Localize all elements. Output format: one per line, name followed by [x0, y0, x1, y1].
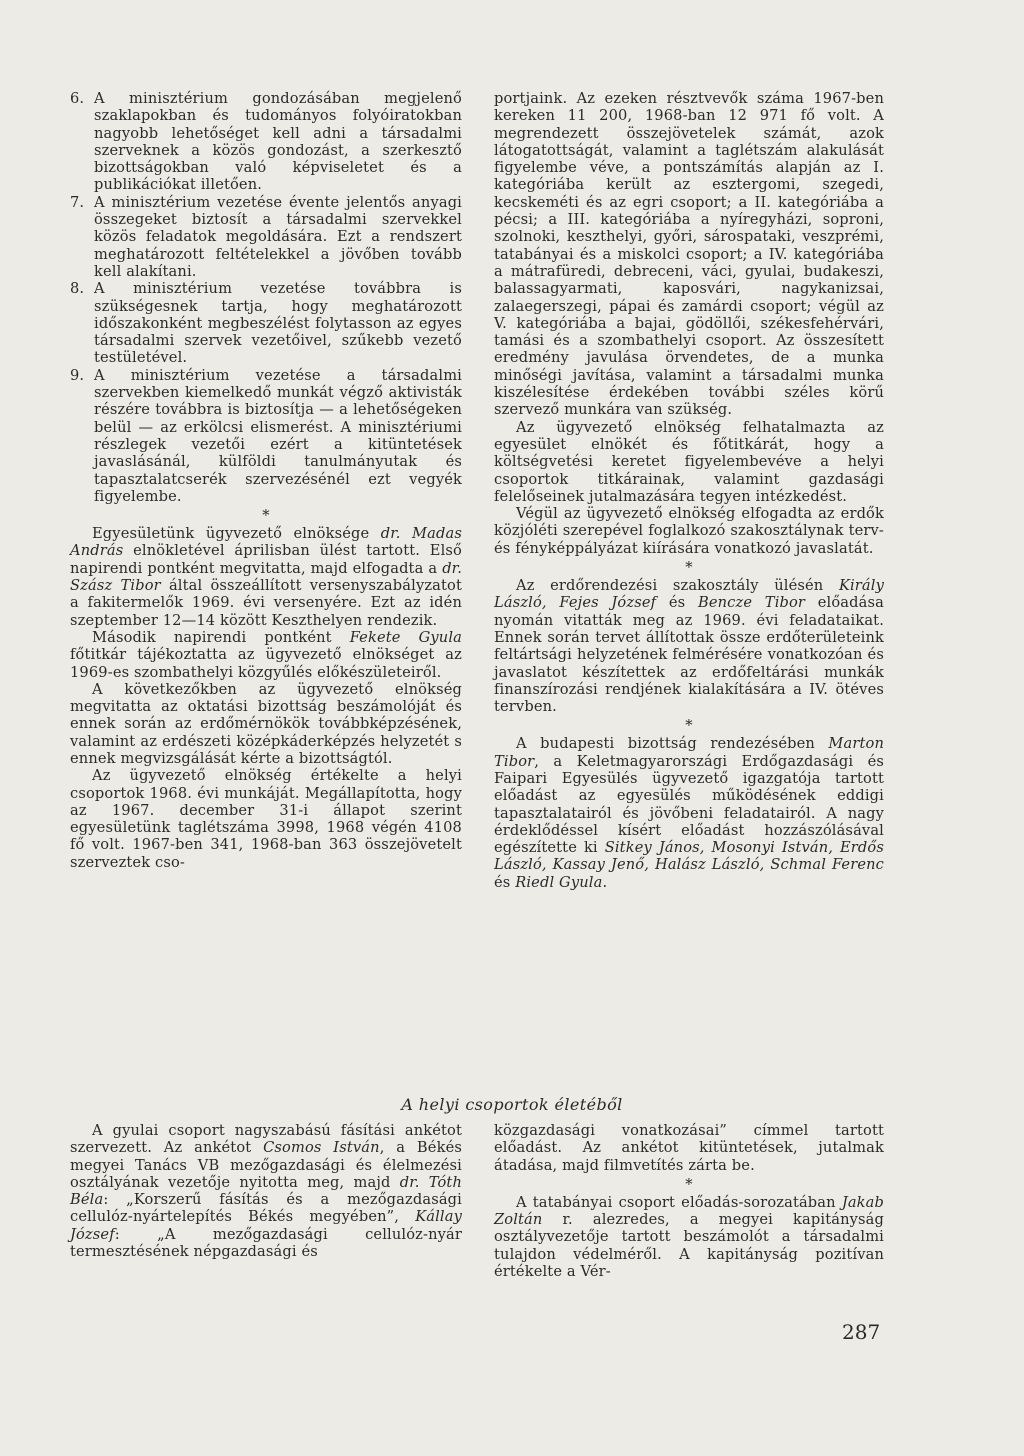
numbered-item-6: [70, 90, 462, 194]
section-heading: A helyi csoportok életéből: [401, 1095, 623, 1114]
top-right-column: [494, 90, 884, 891]
item-number: 9.: [70, 366, 85, 384]
person-name: Kállay József: [70, 1208, 462, 1243]
text-run: A gyulai csoport nagyszabású fásítási ankétot szervezett. Az ankétot: [70, 1122, 462, 1157]
text-run: Második napirendi pontként: [92, 628, 350, 646]
text-run: A budapesti bizottság rendezésében: [516, 735, 829, 753]
section-separator-star: *: [685, 1175, 693, 1193]
page-number: 287: [842, 1320, 881, 1344]
text-run: .: [602, 873, 608, 891]
bottom-right-column: [494, 1122, 884, 1280]
person-name: Jakab Zoltán: [494, 1193, 884, 1229]
person-name: dr. Tóth Béla: [70, 1173, 462, 1209]
person-name: Bencze Tibor: [697, 594, 806, 612]
paragraph: [70, 1122, 462, 1260]
text-run: A tatabányai csoport előadás-sorozatában: [516, 1193, 842, 1211]
text-run: : „Korszerű fásítás és a mezőgazdasági cellulóz-nyártelepítés Békés megyében”,: [70, 1191, 462, 1226]
section-separator-star: *: [685, 717, 693, 735]
text-run: Az erdőrendezési szakosztály ülésén: [516, 577, 839, 595]
item-number: 6.: [70, 90, 85, 107]
numbered-item-8: [70, 280, 462, 366]
section-separator-star: *: [262, 507, 270, 525]
paragraph: közgazdasági vonatkozásai” címmel tartott előadást. Az ankétot kitüntetések, jutalmak átadása, majd filmvetítés zárta be.: [494, 1122, 884, 1174]
paragraph: Az ügyvezető elnökség értékelte a helyi csoportok 1968. évi munkáját. Megállapította, hogy az 1967. december 31-i állapot szerint egyesületünk taglétszáma 3998, 1968 végén 4108 fő volt. 1967-ben 341, 1968-ban 363 összejövetelt szerveztek cso-: [70, 767, 462, 871]
numbered-item-7: [70, 194, 462, 280]
person-name: dr. Madas András: [70, 525, 462, 560]
paragraph: Az ügyvezető elnökség felhatalmazta az egyesület elnökét és főtitkárát, hogy a költségvetési keretet figyelembevéve a helyi csoportok titkárainak, valamint gazdasági felelőseinek jutalmazására tegyen intézkedést.: [494, 418, 884, 505]
paragraph: A következőkben az ügyvezető elnökség megvitatta az oktatási bizottság beszámolóját és ennek során az erdőmérnökök továbbképzésének, valamint az erdészeti középkáderképzés helyzetét s ennek megvizsgálását kérte a bizottságtól.: [70, 680, 462, 767]
text-run: Egyesületünk ügyvezető elnöksége: [92, 525, 381, 543]
section-separator-star: *: [685, 559, 693, 577]
text-run: által összeállított versenyszabályzatot a fakitermelők 1969. évi versenyére. Ezt az idén szeptember 12—14 között Keszthelyen rendezik.: [70, 577, 462, 629]
text-run: r. alezredes, a megyei kapitányság osztályvezetője tartott beszámolót a társadalmi tulajdon védelméről. A kapitányság pozitívan értékelte a Vér-: [494, 1211, 884, 1281]
person-name: Riedl Gyula: [515, 873, 603, 891]
bottom-left-column: [70, 1122, 462, 1260]
text-run: főtitkár tájékoztatta az ügyvezető elnökséget az 1969-es szombathelyi közgyűlés előkészületeiről.: [70, 646, 462, 681]
item-text: A minisztérium vezetése évente jelentős anyagi összegeket biztosít a társadalmi szervekkel közös feladatok megoldására. Ezt a rendszert meghatározott feltételekkel a jövőben tovább kell alakítani.: [94, 193, 462, 280]
item-text: A minisztérium vezetése a társadalmi szervekben kiemelkedő munkát végző aktivisták részére továbbra is biztosítja — a lehetőségeken belül — az erkölcsi elismerést. A minisztériumi részlegek vezetői ezért a kitüntetések javaslásánál, külföldi tanulmányutak és tapasztalatcserék szervezésénél ezt vegyék figyelembe.: [94, 366, 462, 505]
item-text: A minisztérium vezetése továbbra is szükségesnek tartja, hogy meghatározott időszakonként megbeszélést folytasson az egyes társadalmi szervek vezetőivel, szűkebb vezető testületével.: [94, 280, 462, 367]
person-name: Csomos István: [263, 1139, 380, 1157]
text-run: előadása nyomán vitatták meg az 1969. évi feladataikat. Ennek során tervet állítottak össze erdőterületeink feltártsági helyzetének felmérésére vonatkozóan és javaslatot készítettek az erdőfeltárási munkák finanszírozási rendjének kialakítására a IV. ötéves tervben.: [494, 594, 884, 716]
text-run: , a Keletmagyarországi Erdőgazdasági és Faipari Egyesülés ügyvezető igazgatója tartott előadást az egyesülés működésének eddigi tapasztalatairól és jövőbeni feladatairól. A nagy érdeklődéssel kísért előadást hozzászólásával egészítette ki: [494, 752, 884, 857]
person-name: Sitkey János, Mosonyi István, Erdős László, Kassay Jenő, Halász László, Schmal Ferenc: [494, 839, 884, 874]
paragraph: [494, 1194, 884, 1280]
person-name: dr. Szász Tibor: [70, 559, 462, 595]
numbered-item-9: [70, 367, 462, 505]
text-run: és: [656, 594, 698, 612]
person-name: Marton Tibor: [494, 735, 884, 770]
paragraph: portjaink. Az ezeken résztvevők száma 1967-ben kereken 11 200, 1968-ban 12 971 fő volt. A megrendezett összejövetelek számát, azok látogatottságát, valamint a taglétszám alakulását figyelembe véve, a pontszámítás alapján az I. kategóriába került az esztergomi, szegedi, kecskeméti és az egri csoport; a II. kategóriába a pécsi; a III. kategóriába a nyíregyházi, soproni, szolnoki, keszthelyi, győri, sárospataki, veszprémi, tatabányai és a miskolci csoport; a IV. kategóriába a mátrafüredi, debreceni, váci, gyulai, budakeszi, balassagyarmati, kaposvári, nagykanizsai, zalaegerszegi, pápai és zamárdi csoport; végül az V. kategóriába a bajai, gödöllői, székesfehérvári, tamási és a szombathelyi csoport. Az összesített eredmény javulása örvendetes, de a munka minőségi javítása, valamint a társadalmi munka kiszélesítése érdekében további széles körű szervező munkára van szükség.: [494, 90, 884, 419]
text-run: és: [494, 873, 516, 891]
person-name: Fekete Gyula: [349, 628, 462, 646]
text-run: , a Békés megyei Tanács VB mezőgazdasági és élelmezési osztályának vezetője nyitotta meg, majd: [70, 1139, 462, 1191]
person-name: Király László, Fejes József: [494, 577, 884, 612]
paragraph: [494, 735, 884, 891]
item-text: A minisztérium gondozásában megjelenő szaklapokban és tudományos folyóiratokban nagyobb lehetőséget kell adni a társadalmi szerveknek a közös gondozást, a szerkesztő bizottságokban való képviseletet és a publikációkat illetően.: [94, 90, 462, 194]
paragraph: [494, 577, 884, 715]
paragraph: [70, 629, 462, 681]
item-number: 7.: [70, 193, 85, 211]
text-run: elnökletével áprilisban ülést tartott. Első napirendi pontként megvitatta, majd elfogadta a: [70, 542, 462, 577]
text-run: : „A mezőgazdasági cellulóz-nyár termesztésének népgazdasági és: [70, 1225, 462, 1261]
item-number: 8.: [70, 280, 85, 298]
paragraph: [70, 525, 462, 629]
paragraph: Végül az ügyvezető elnökség elfogadta az erdők közjóléti szerepével foglalkozó szakosztálynak terv- és fényképpályázat kiírására vonatkozó javaslatát.: [494, 505, 884, 557]
top-left-column: [70, 90, 462, 871]
